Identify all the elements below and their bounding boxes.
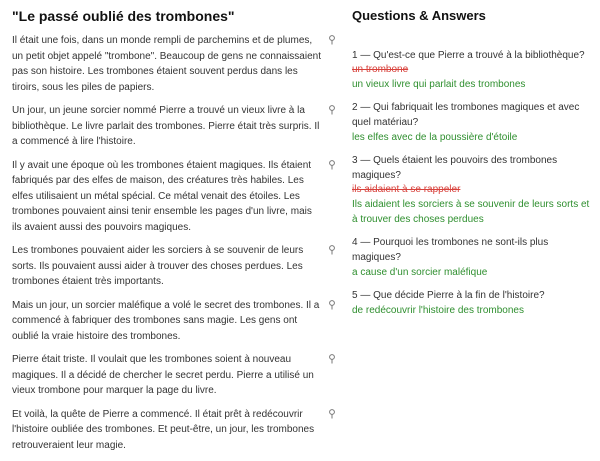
correct-answer: Ils aidaient les sorciers à se souvenir de leurs sorts et à trouver des choses perdues [352, 199, 590, 225]
paragraph-text: Il était une fois, dans un monde rempli de parchemins et de plumes, un petit objet appelé "trombone". Beaucoup de gens ne connaissaient pas son histoire. Les trombones étaient souvent perdus dans les tiroirs, sous les piles de papiers. [12, 35, 321, 93]
story-paragraph-3 [12, 158, 332, 236]
correct-answer: a cause d'un sorcier maléfique [352, 267, 488, 278]
pin-icon[interactable] [328, 35, 336, 45]
story-paragraph-5 [12, 298, 332, 345]
pin-icon[interactable] [328, 300, 336, 310]
qa-item-4 [352, 235, 592, 280]
qa-item-1 [352, 48, 592, 92]
question-text: 4 — Pourquoi les trombones ne sont-ils plus magiques? [352, 237, 549, 263]
paragraph-text: Mais un jour, un sorcier maléfique a volé le secret des trombones. Il a commencé à fabriquer des trombones sans magie. Les gens ont oublié la vraie histoire des trombones. [12, 299, 320, 342]
question-text: 2 — Qui fabriquait les trombones magiques et avec quel matériau? [352, 102, 580, 128]
correct-answer: un vieux livre qui parlait des trombones [352, 79, 526, 90]
pin-icon[interactable] [328, 105, 336, 115]
paragraph-text: Il y avait une époque où les trombones étaient magiques. Ils étaient fabriqués par des elfes de maison, des créatures très habiles. Les elfes utilisaient un métal spécial. Ce métal venait des étoiles. Les trombones pouvaient ainsi tenir ensemble les pages d'un livre, mais ils avaient aussi des pouvoirs magiques. [12, 159, 312, 233]
paragraph-text: Les trombones pouvaient aider les sorciers à se souvenir de leurs sorts. Ils pouvaient aussi aider à trouver des choses perdues. Les trombones étaient très importants. [12, 245, 304, 287]
qa-item-2 [352, 100, 592, 145]
paragraph-text: Et voilà, la quête de Pierre a commencé. Il était prêt à redécouvrir l'histoire oubliée des trombones. Et peut-être, un jour, les trombones retrouveraient leur magie. [12, 408, 315, 451]
story-panel [12, 8, 332, 461]
question-text: 1 — Qu'est-ce que Pierre a trouvé à la bibliothèque? [352, 50, 585, 61]
qa-panel [352, 8, 592, 326]
pin-icon[interactable] [328, 354, 336, 364]
correct-answer: les elfes avec de la poussière d'étoile [352, 132, 518, 143]
wrong-answer: ils aidaient à se rappeler [352, 184, 461, 195]
pin-icon[interactable] [328, 409, 336, 419]
story-title: "Le passé oublié des trombones" [12, 8, 235, 24]
question-text: 5 — Que décide Pierre à la fin de l'histoire? [352, 290, 545, 301]
qa-item-5 [352, 288, 592, 318]
pin-icon[interactable] [328, 245, 336, 255]
pin-icon[interactable] [328, 160, 336, 170]
story-paragraph-7 [12, 407, 332, 454]
qa-item-3 [352, 153, 592, 227]
paragraph-text: Un jour, un jeune sorcier nommé Pierre a trouvé un vieux livre à la bibliothèque. Le livre parlait des trombones. Pierre était très surpris. Il a commencé à lire l'histoire. [12, 105, 320, 147]
story-paragraph-1 [12, 33, 332, 95]
paragraph-text: Pierre était triste. Il voulait que les trombones soient à nouveau magiques. Il a décidé de chercher le secret perdu. Pierre a utilisé un vieux trombone pour marquer la page du livre. [12, 354, 314, 396]
story-paragraph-6 [12, 352, 332, 399]
wrong-answer: un trombone [352, 64, 409, 75]
story-paragraph-4 [12, 243, 332, 290]
qa-title: Questions & Answers [352, 8, 486, 23]
correct-answer: de redécouvrir l'histoire des trombones [352, 305, 524, 316]
story-paragraph-2 [12, 103, 332, 150]
question-text: 3 — Quels étaient les pouvoirs des trombones magiques? [352, 155, 558, 181]
